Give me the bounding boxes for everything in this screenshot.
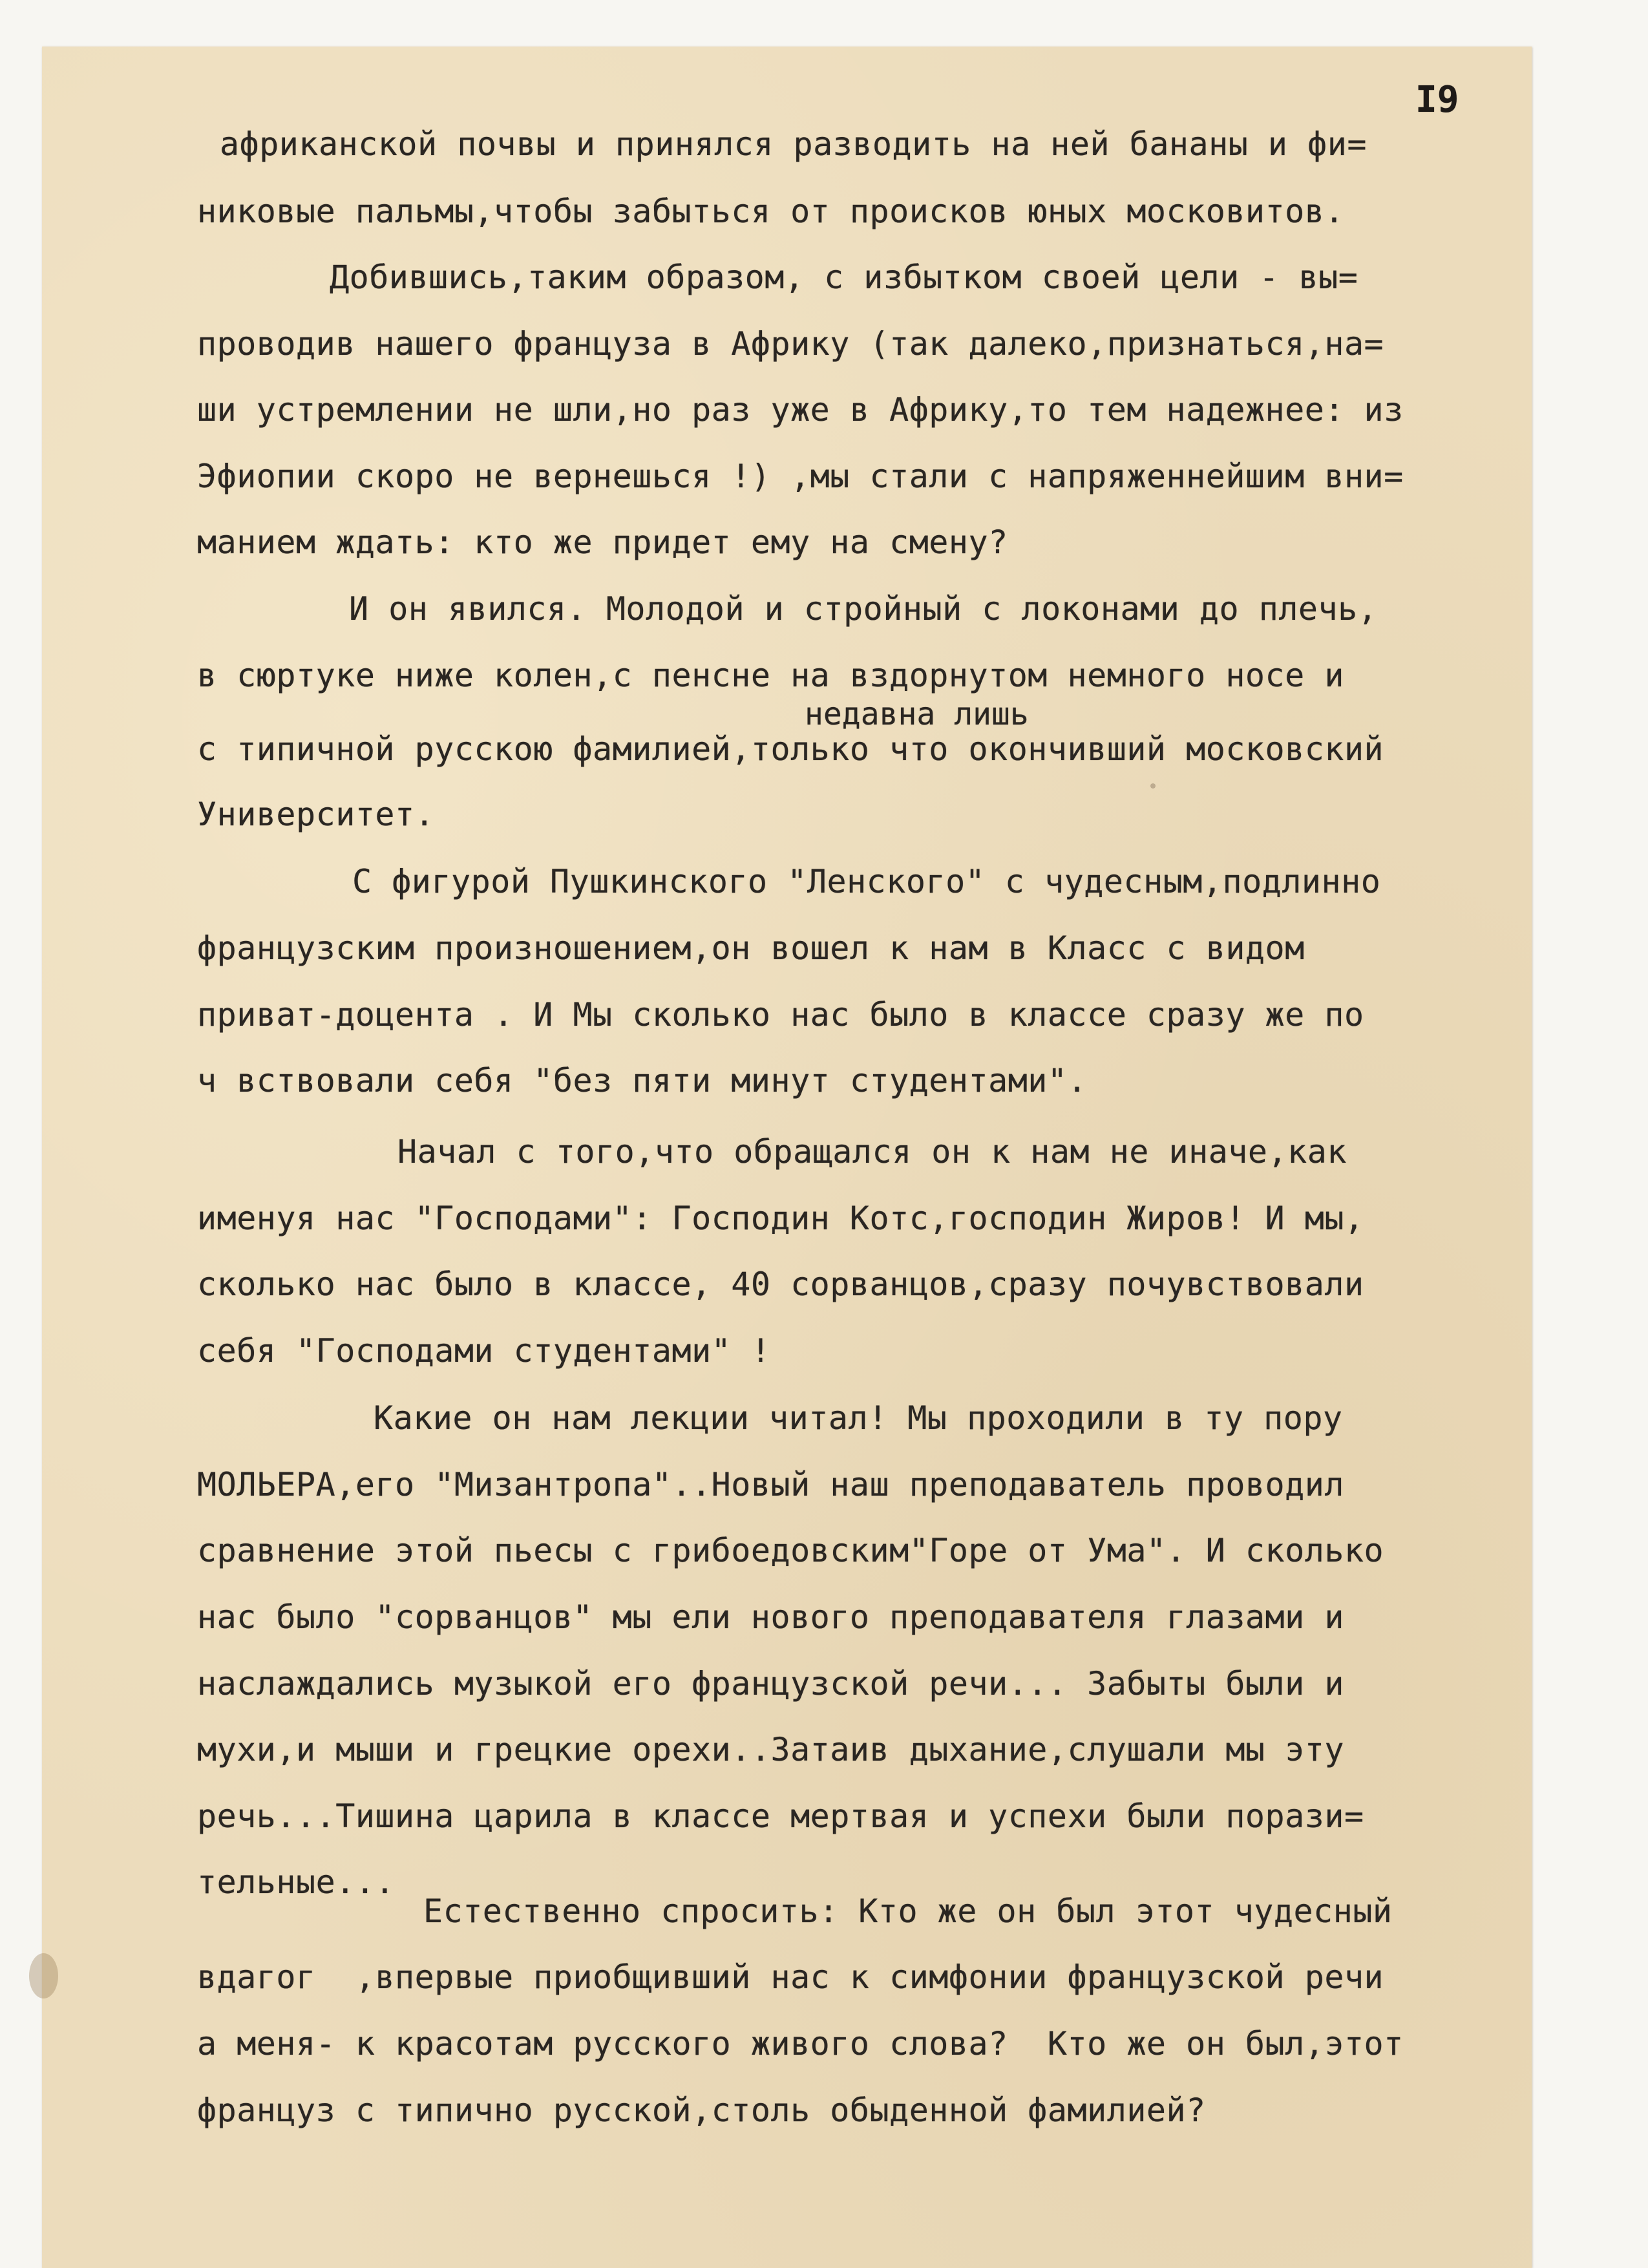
text-line: себя "Господами студентами" ! — [197, 1332, 771, 1370]
text-line: МОЛЬЕРА,его "Мизантропа"..Новый наш преподаватель проводил — [197, 1466, 1344, 1503]
text-line: африканской почвы и принялся разводить на ней бананы и фи= — [220, 125, 1367, 163]
text-line: мухи,и мыши и грецкие орехи..Затаив дыхание,слушали мы эту — [197, 1731, 1344, 1768]
paper-stain — [1150, 783, 1156, 789]
text-line: проводив нашего француза в Африку (так далеко,признаться,на= — [197, 325, 1384, 363]
text-line: ши устремлении не шли,но раз уже в Африку,то тем надежнее: из — [197, 391, 1404, 429]
paper-stain — [29, 1953, 58, 1998]
text-line: вдагог ,впервые приобщивший нас к симфонии французской речи — [197, 1958, 1384, 1996]
text-line: Начал с того,что обращался он к нам не иначе,как — [397, 1133, 1347, 1171]
text-line: И он явился. Молодой и стройный с локонами до плечь, — [349, 590, 1378, 628]
text-line: тельные... — [197, 1863, 396, 1901]
text-line: С фигурой Пушкинского "Ленского" с чудесным,подлинно — [352, 863, 1381, 900]
text-line: речь...Тишина царила в классе мертвая и успехи были порази= — [197, 1797, 1364, 1835]
text-line: ч вствовали себя "без пяти минут студентами". — [197, 1062, 1088, 1099]
text-line: сравнение этой пьесы с грибоедовским"Горе от Ума". И сколько — [197, 1532, 1384, 1569]
text-line: приват-доцента . И Мы сколько нас было в классе сразу же по — [197, 996, 1364, 1033]
text-line: сколько нас было в классе, 40 сорванцов,сразу почувствовали — [197, 1266, 1364, 1303]
text-line: Какие он нам лекции читал! Мы проходили в ту пору — [374, 1399, 1343, 1437]
page-number: I9 — [1415, 79, 1459, 121]
typed-document-page — [42, 47, 1532, 2268]
text-line: французским произношением,он вошел к нам в Класс с видом — [197, 929, 1305, 967]
text-line: Эфиопии скоро не вернешься !) ,мы стали с напряженнейшим вни= — [197, 458, 1404, 495]
text-line: нас было "сорванцов" мы ели нового преподавателя глазами и — [197, 1598, 1344, 1636]
text-line: Добившись,таким образом, с избытком своей цели - вы= — [330, 259, 1358, 296]
interlinear-insert: недавна лишь — [805, 696, 1029, 732]
text-line: наслаждались музыкой его французской речи... Забыты были и — [197, 1665, 1344, 1702]
text-line: в сюртуке ниже колен,с пенсне на вздорнутом немного носе и — [197, 657, 1344, 694]
text-line: Университет. — [197, 796, 435, 833]
text-line: никовые пальмы,чтобы забыться от происков юных московитов. — [197, 193, 1344, 230]
text-line: именуя нас "Господами": Господин Котс,господин Жиров! И мы, — [197, 1200, 1364, 1237]
text-line: манием ждать: кто же придет ему на смену? — [197, 524, 1008, 561]
text-line: француз с типично русской,столь обыденной фамилией? — [197, 2092, 1206, 2129]
text-line: а меня- к красотам русского живого слова? Кто же он был,этот — [197, 2025, 1404, 2062]
text-line: Естественно спросить: Кто же он был этот чудесный — [423, 1892, 1393, 1930]
text-line: с типичной русскою фамилией,только что окончивший московский — [197, 730, 1384, 768]
